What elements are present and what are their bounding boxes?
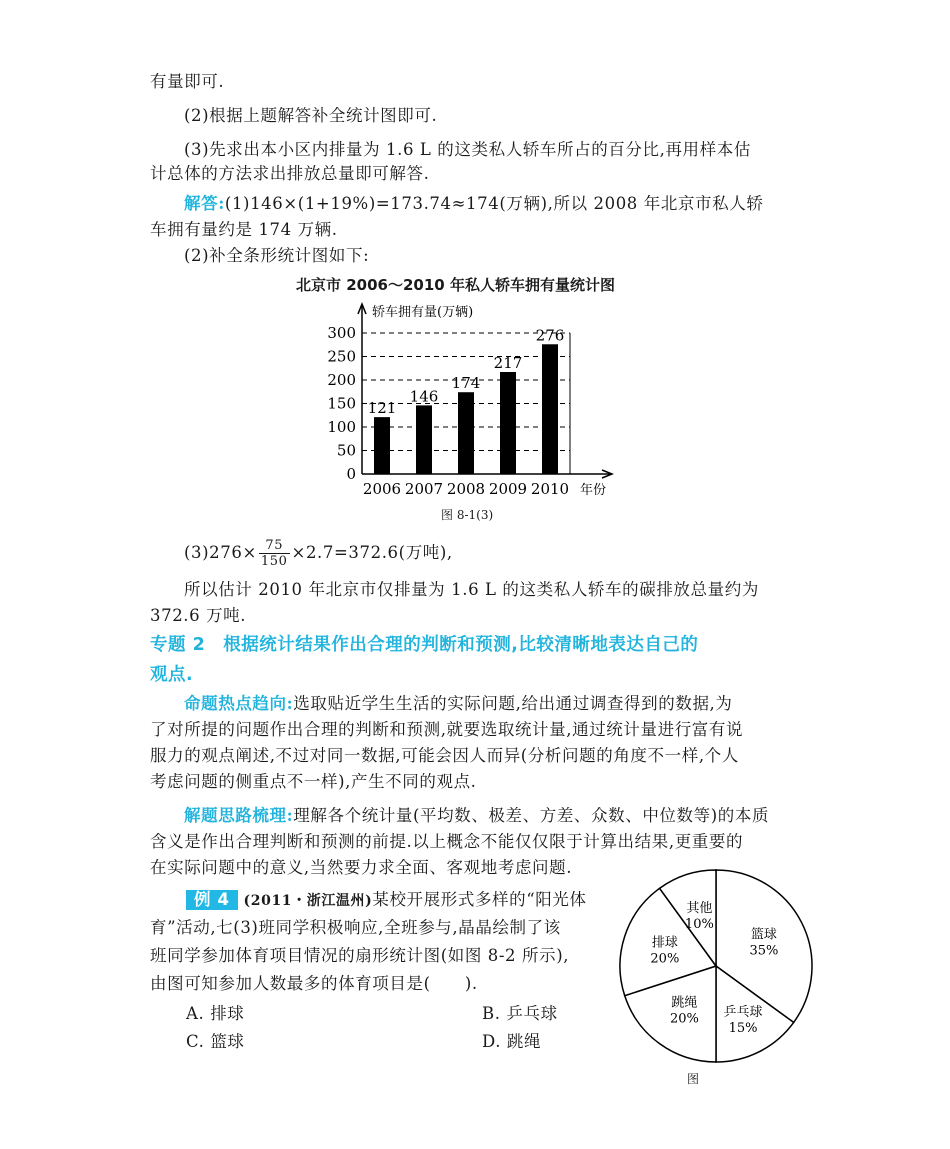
bar <box>416 405 432 474</box>
topic-heading: 专题 2 根据统计结果作出合理的判断和预测,比较清晰地表达自己的 <box>150 635 699 655</box>
text-line: 计总体的方法求出排放总量即可解答. <box>150 164 430 183</box>
example-badge: 例 4 <box>186 890 238 910</box>
text-line: 所以估计 2010 年北京市仅排量为 1.6 L 的这类私人轿车的碳排放总量约为 <box>184 580 759 599</box>
text-line: 服力的观点阐述,不过对同一数据,可能会因人而异(分析问题的角度不一样,个人 <box>150 746 739 765</box>
hot-label: 命题热点趋向: <box>184 694 294 713</box>
text-line: 班同学参加体育项目情况的扇形统计图(如图 8-2 所示), <box>150 946 570 965</box>
pie-label: 跳绳 <box>671 995 698 1011</box>
y-tick-label: 150 <box>327 394 356 413</box>
pie-value: 35% <box>749 943 779 959</box>
text-line: 有量即可. <box>150 72 225 91</box>
hot-text: 选取贴近学生生活的实际问题,给出通过调查得到的数据,为 <box>293 694 733 713</box>
method-line <box>184 806 769 826</box>
fraction <box>259 538 290 569</box>
y-tick-label: 200 <box>327 371 356 389</box>
bar-chart <box>312 296 632 511</box>
pie-label: 排球 <box>651 935 678 951</box>
bar <box>542 344 558 474</box>
data-label: 146 <box>409 387 439 406</box>
answer-label: 解答: <box>184 194 225 213</box>
data-label: 121 <box>367 399 397 418</box>
y-tick-label: 0 <box>346 465 356 483</box>
pie-chart <box>616 866 816 1066</box>
pie-label: 其他 <box>686 900 713 916</box>
calc-line <box>184 538 453 569</box>
data-label: 276 <box>535 326 565 345</box>
x-tick-label: 2006 <box>362 480 402 498</box>
hot-line <box>184 694 733 714</box>
option-c[interactable]: C. 篮球 <box>186 1032 245 1051</box>
bar-chart-title: 北京市 2006～2010 年私人轿车拥有量统计图 <box>296 276 615 294</box>
y-tick-label: 50 <box>336 441 356 460</box>
data-label: 217 <box>493 354 523 373</box>
example-line <box>186 890 587 911</box>
text-line: 由图可知参加人数最多的体育项目是( ). <box>150 974 478 993</box>
fraction-numerator: 75 <box>259 538 290 554</box>
pie-value: 15% <box>728 1021 758 1037</box>
text-line: 含义是作出合理判断和预测的前提.以上概念不能仅仅限于计算出结果,更重要的 <box>150 832 744 851</box>
example-source: (2011・浙江温州) <box>243 893 373 909</box>
text-line: 育”活动,七(3)班同学积极响应,全班参与,晶晶绘制了该 <box>150 918 561 937</box>
text-line: (2)补全条形统计图如下: <box>184 246 370 265</box>
example-text: 某校开展形式多样的“阳光体 <box>372 890 587 909</box>
data-label: 174 <box>451 374 481 393</box>
pie-value: 20% <box>669 1011 699 1027</box>
text-line: 了对所提的问题作出合理的判断和预测,就要选取统计量,通过统计量进行富有说 <box>150 720 744 739</box>
answer-line <box>184 194 763 214</box>
method-text: 理解各个统计量(平均数、极差、方差、众数、中位数等)的本质 <box>293 806 770 825</box>
text-line: 车拥有量约是 174 万辆. <box>150 220 338 239</box>
answer-text: (1)146×(1+19%)=173.74≈174(万辆),所以 2008 年北京市私人轿 <box>224 194 764 213</box>
text-line: 考虑问题的侧重点不一样),产生不同的观点. <box>150 772 477 791</box>
fraction-denominator: 150 <box>260 554 288 569</box>
pie-label: 篮球 <box>750 927 777 943</box>
text-line: (3)先求出本小区内排量为 1.6 L 的这类私人轿车所占的百分比,再用样本估 <box>184 140 751 159</box>
option-a[interactable]: A. 排球 <box>186 1004 245 1023</box>
calc-pre: (3)276× <box>184 543 257 562</box>
bar <box>500 372 516 474</box>
pie-label: 乒乓球 <box>723 1005 763 1021</box>
bar <box>374 417 390 474</box>
x-tick-label: 2009 <box>488 480 528 498</box>
topic-heading-cont: 观点. <box>150 665 194 685</box>
text-line: 372.6 万吨. <box>150 606 247 625</box>
method-label: 解题思路梳理: <box>184 806 294 825</box>
bar-chart-caption: 图 8-1(3) <box>441 508 494 522</box>
y-tick-label: 300 <box>327 324 356 342</box>
calc-post: ×2.7=372.6(万吨), <box>291 543 453 562</box>
x-tick-label: 2007 <box>404 480 444 498</box>
x-tick-label: 2010 <box>530 480 570 498</box>
bar <box>458 392 474 474</box>
y-tick-label: 250 <box>327 347 356 366</box>
option-d[interactable]: D. 跳绳 <box>482 1032 542 1051</box>
y-axis-label: 轿车拥有量(万辆) <box>372 305 474 320</box>
text-line: (2)根据上题解答补全统计图即可. <box>184 106 438 125</box>
text-line: 在实际问题中的意义,当然要力求全面、客观地考虑问题. <box>150 858 573 877</box>
option-b[interactable]: B. 乒乓球 <box>482 1004 558 1023</box>
y-tick-label: 100 <box>327 418 356 436</box>
x-axis-label: 年份 <box>580 483 607 498</box>
pie-value: 10% <box>684 916 714 932</box>
pie-value: 20% <box>650 951 680 967</box>
x-tick-label: 2008 <box>446 480 486 498</box>
pie-chart-caption: 图 <box>687 1072 700 1086</box>
